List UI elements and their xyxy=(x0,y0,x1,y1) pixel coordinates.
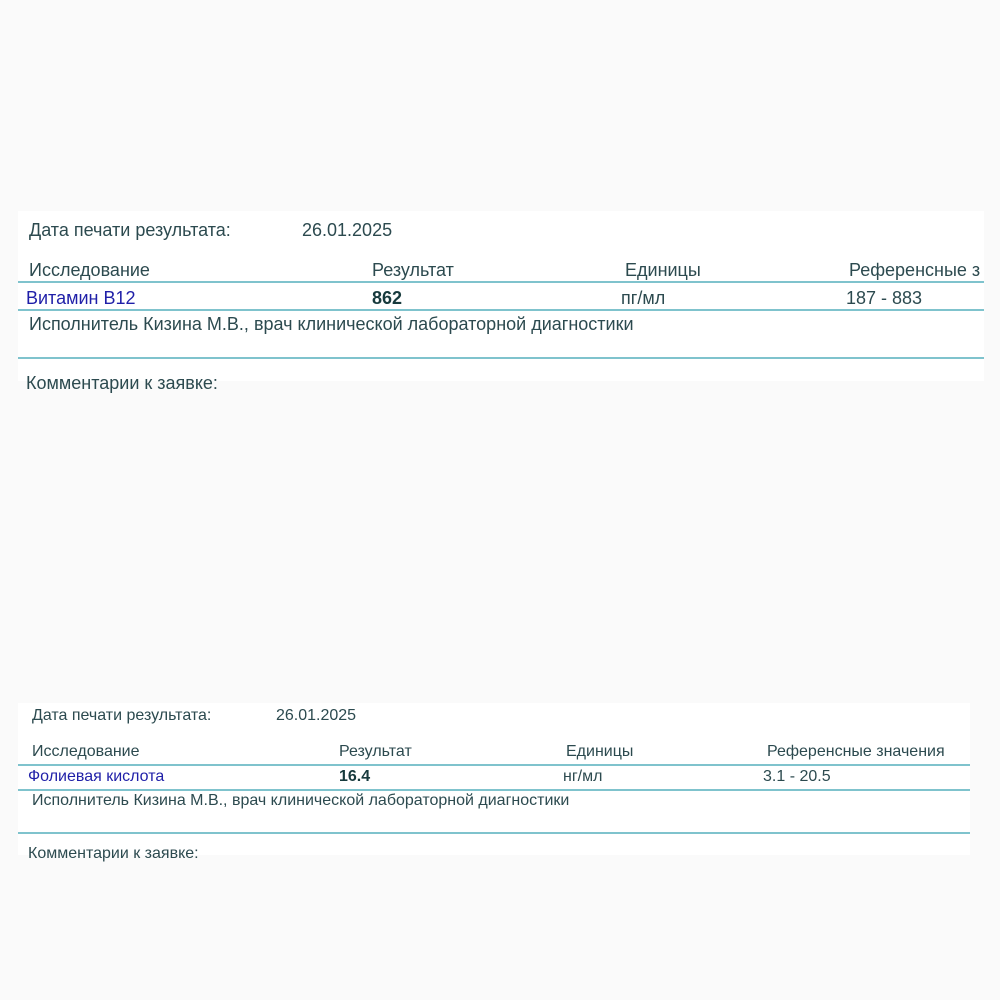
test-units: нг/мл xyxy=(563,768,603,785)
column-header-study: Исследование xyxy=(29,260,150,280)
print-date-value: 26.01.2025 xyxy=(302,220,393,240)
header-divider xyxy=(18,764,970,766)
column-header-units: Единицы xyxy=(625,260,701,280)
section-divider xyxy=(18,357,984,359)
comments-label: Комментарии к заявке: xyxy=(28,845,199,862)
print-date-label: Дата печати результата: xyxy=(29,220,231,240)
test-reference-range: 3.1 - 20.5 xyxy=(763,768,831,785)
section-divider xyxy=(18,832,970,834)
lab-report-folic-acid xyxy=(18,703,970,862)
column-header-result: Результат xyxy=(372,260,454,280)
row-divider xyxy=(18,789,970,791)
print-date-label: Дата печати результата: xyxy=(32,707,212,724)
test-name: Фолиевая кислота xyxy=(28,768,165,785)
test-reference-range: 187 - 883 xyxy=(846,288,923,308)
column-header-reference: Референсные з xyxy=(849,260,981,280)
column-header-study: Исследование xyxy=(32,743,140,760)
comments-label: Комментарии к заявке: xyxy=(26,373,218,393)
column-header-result: Результат xyxy=(339,743,412,760)
column-header-units: Единицы xyxy=(566,743,634,760)
header-divider xyxy=(18,281,984,283)
test-name: Витамин B12 xyxy=(26,288,136,308)
performer-line: Исполнитель Кизина М.В., врач клинической лабораторной диагностики xyxy=(29,314,634,334)
test-units: пг/мл xyxy=(621,288,666,308)
test-result: 16.4 xyxy=(339,768,371,785)
column-header-reference: Референсные значения xyxy=(767,743,945,760)
performer-line: Исполнитель Кизина М.В., врач клинической лабораторной диагностики xyxy=(32,792,570,809)
row-divider xyxy=(18,309,984,311)
lab-report-vitamin-b12 xyxy=(18,211,984,393)
test-result: 862 xyxy=(372,288,403,308)
print-date-value: 26.01.2025 xyxy=(276,707,357,724)
